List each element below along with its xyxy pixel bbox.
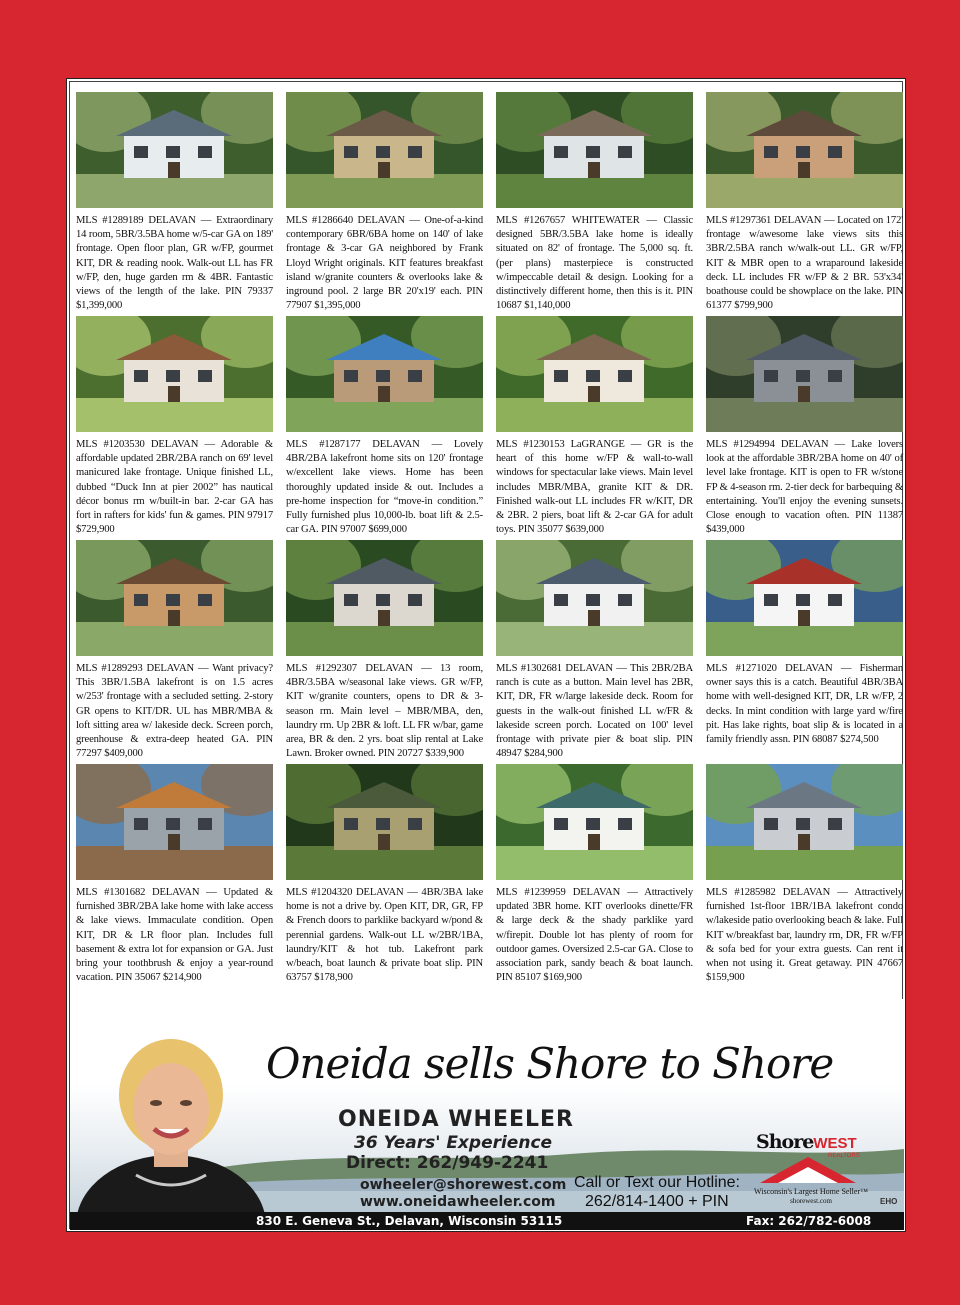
equal-housing-icon: EHO: [880, 1197, 898, 1206]
listing-description: MLS #1285982 DELAVAN — Attractively furnished 1st-floor 1BR/1BA lakefront condo w/lakeside patio overlooking beach & lake. Full KIT w/breakfast bar, laundry rm, DR, FR w/FP & sofa bed for your extra guests. Can rent it when not using it. Great getaway. PIN 47667 $159,900: [706, 887, 903, 984]
contact-footer: [70, 1212, 904, 1230]
listing-card: [286, 92, 483, 312]
agent-portrait: [76, 1025, 266, 1212]
listing-photo: [286, 316, 483, 432]
listing-description: MLS #1230153 LaGRANGE — GR is the heart of this home w/FP & wall-to-wall windows for spectacular lake views. Main level includes MBR/MBA, granite KIT & DR. Finished walk-out LL includes FR w/KIT, DR & 2BR. 2 piers, boat lift & 2-car GA for adult toys. PIN 35077 $639,000: [496, 439, 693, 536]
listing-card: [496, 316, 693, 536]
listing-description: MLS #1204320 DELAVAN — 4BR/3BA lake home is not a drive by. Open KIT, DR, GR, FP & French doors to parklike backyard w/pond & perennial gardens. Walk-out LL w/2BR/1BA, laundry/KIT & hot tub. Lakefront park w/beach, boat launch & private boat slip. PIN 63757 $178,900: [286, 887, 483, 984]
listing-description: MLS #1203530 DELAVAN — Adorable & affordable updated 2BR/2BA ranch on 69' level manicured lake frontage. Unique finished LL, dubbed “Duck Inn at pier 2002” has nautical décor bonus rm w/built-in bar. 2-car GA has fort in rafters for kids' fun & games. PIN 97917 $729,900: [76, 439, 273, 536]
listing-description: MLS #1289189 DELAVAN — Extraordinary 14 room, 5BR/3.5BA home w/5-car GA on 189' frontage. Open floor plan, GR w/FP, gourmet KIT, DR & reading nook. Walk-out LL has FR w/FP, den, huge garden rm & 4BR. Fantastic views of the length of the lake. PIN 79337 $1,399,000: [76, 215, 273, 312]
listing-description: MLS #1292307 DELAVAN — 13 room, 4BR/3.5BA w/seasonal lake views. GR w/FP, KIT w/granite counters, opens to DR & 3-season rm. Main level – MBR/MBA, den, laundry rm. Up 2BR & loft. LL FR w/bar, game area, BR & den. 2 yrs. boat slip rental at Lake Lawn. Broker owned. PIN 20727 $339,900: [286, 663, 483, 760]
agent-email: owheeler@shorewest.com: [360, 1177, 567, 1193]
agent-direct-phone: Direct: 262/949-2241: [346, 1153, 549, 1173]
listing-photo: [76, 540, 273, 656]
flyer-page: [66, 78, 906, 1232]
listing-card: [76, 316, 273, 536]
listing-description: MLS #1302681 DELAVAN — This 2BR/2BA ranch is cute as a button. Main level has 2BR, KIT, DR, FR w/large lakeside deck. Room for guests in the walk-out finished LL w/FR & lakeside screen porch. Located on 100' level frontage with private pier & boat slip. PIN 48947 $284,900: [496, 663, 693, 760]
listing-card: [496, 540, 693, 760]
listing-card: [76, 92, 273, 312]
listing-photo: [496, 316, 693, 432]
listing-description: MLS #1297361 DELAVAN — Located on 172' frontage w/awesome lake views sits this 3BR/2.5BA ranch w/walk-out LL. GR w/FP, KIT & MBR open to a wraparound lakeside deck. LL includes FR w/FP & 2 BR. 53'x34' boathouse could be showplace on the lake. PIN 61377 $799,900: [706, 215, 903, 312]
logo-url: shorewest.com: [790, 1197, 832, 1205]
listing-photo: [76, 316, 273, 432]
listing-photo: [496, 540, 693, 656]
agent-banner: [70, 999, 904, 1230]
listing-card: [496, 92, 693, 312]
agent-experience: 36 Years' Experience: [354, 1133, 553, 1153]
listing-description: MLS #1301682 DELAVAN — Updated & furnished 3BR/2BA lake home with lake access & lake views. Immaculate condition. Open KIT, DR & LR floor plan. Includes full basement & extra lot for expansion or GA. Just bring your toothbrush & enjoy a year-round vacation. PIN 35067 $214,900: [76, 887, 273, 984]
listing-card: [706, 92, 903, 312]
hotline-label: Call or Text our Hotline:: [574, 1174, 740, 1191]
shorewest-logo: [746, 1131, 896, 1209]
listing-card: [706, 316, 903, 536]
listing-card: [76, 540, 273, 760]
office-address: 830 E. Geneva St., Delavan, Wisconsin 53115: [256, 1214, 563, 1228]
listing-description: MLS #1267657 WHITEWATER — Classic designed 5BR/3.5BA lake home is ideally situated on 82' of frontage. The 5,000 sq. ft. (per plans) masterpiece is constructed w/impeccable detail & design. Looking for a distinctively different home, then this is it. PIN 10687 $1,140,000: [496, 215, 693, 312]
listing-photo: [706, 316, 903, 432]
listing-photo: [496, 764, 693, 880]
hotline-number: 262/814-1400 + PIN: [585, 1193, 729, 1210]
listing-card: [286, 316, 483, 536]
listing-photo: [706, 540, 903, 656]
listing-card: [76, 764, 273, 984]
listing-description: MLS #1286640 DELAVAN — One-of-a-kind contemporary 6BR/6BA home on 140' of lake frontage & 3-car GA neighbored by Frank Lloyd Wright originals. KIT features breakfast island w/granite counters & overlooks lake & inground pool. 2 large BR 20'x19' each. PIN 77907 $1,395,000: [286, 215, 483, 312]
listing-photo: [76, 92, 273, 208]
agent-website: www.oneidawheeler.com: [360, 1194, 556, 1210]
listing-description: MLS #1239959 DELAVAN — Attractively updated 3BR home. KIT overlooks dinette/FR & large deck & the shady parklike yard w/firepit. Double lot has plenty of room for outdoor games. Oversized 2.5-car GA. Close to association park, sandy beach & boat launch. PIN 85107 $169,900: [496, 887, 693, 984]
fax-number: Fax: 262/782-6008: [746, 1214, 872, 1228]
listing-description: MLS #1289293 DELAVAN — Want privacy? This 3BR/1.5BA lakefront is on 1.5 acres w/253' frontage with a secluded setting. 2-story GR opens to KIT/DR. UL has MBR/MBA & loft sitting area w/ lakeside deck. Screen porch, greenhouse & extra-deep heated GA. PIN 77297 $409,000: [76, 663, 273, 760]
listing-card: [286, 764, 483, 984]
listing-photo: [496, 92, 693, 208]
listing-photo: [286, 540, 483, 656]
listing-card: [706, 540, 903, 754]
listing-photo: [706, 764, 903, 880]
banner-slogan: Oneida sells Shore to Shore: [266, 1039, 834, 1088]
listing-card: [706, 764, 903, 984]
listing-card: [496, 764, 693, 984]
listing-description: MLS #1287177 DELAVAN — Lovely 4BR/2BA lakefront home sits on 120' frontage w/excellent lake views. Home has been thoroughly updated inside & out. Includes a pre-home inspection for “move-in condition.” Fully furnished plus 10,000-lb. boat lift & 2.5-car GA. PIN 97007 $699,000: [286, 439, 483, 536]
listing-photo: [286, 764, 483, 880]
logo-realtors: REALTORS: [828, 1153, 860, 1159]
logo-wordmark: ShoreWEST: [756, 1131, 857, 1153]
listing-grid: [76, 92, 903, 992]
listing-description: MLS #1294994 DELAVAN — Lake lovers look at the affordable 3BR/2BA home on 40' of level lake frontage. KIT is open to FR w/stone FP & 4-season rm. 2-tier deck for barbequing & entertaining. You'll enjoy the evening sunsets. Close enough to vacation often. PIN 11387 $439,000: [706, 439, 903, 536]
listing-description: MLS #1271020 DELAVAN — Fisherman owner says this is a catch. Beautiful 4BR/3BA home with well-designed KIT, DR, LR w/FP, 2 decks. In mint condition with large yard w/fire pit. Has lake rights, boat slip & is located in a family friendly assn. PIN 68087 $274,500: [706, 663, 903, 746]
listing-photo: [76, 764, 273, 880]
agent-name: ONEIDA WHEELER: [338, 1107, 574, 1132]
logo-tagline: Wisconsin's Largest Home Seller™: [754, 1187, 868, 1196]
flyer-frame: [69, 81, 903, 1229]
listing-photo: [286, 92, 483, 208]
roof-icon: [758, 1155, 858, 1185]
listing-card: [286, 540, 483, 760]
listing-photo: [706, 92, 903, 208]
